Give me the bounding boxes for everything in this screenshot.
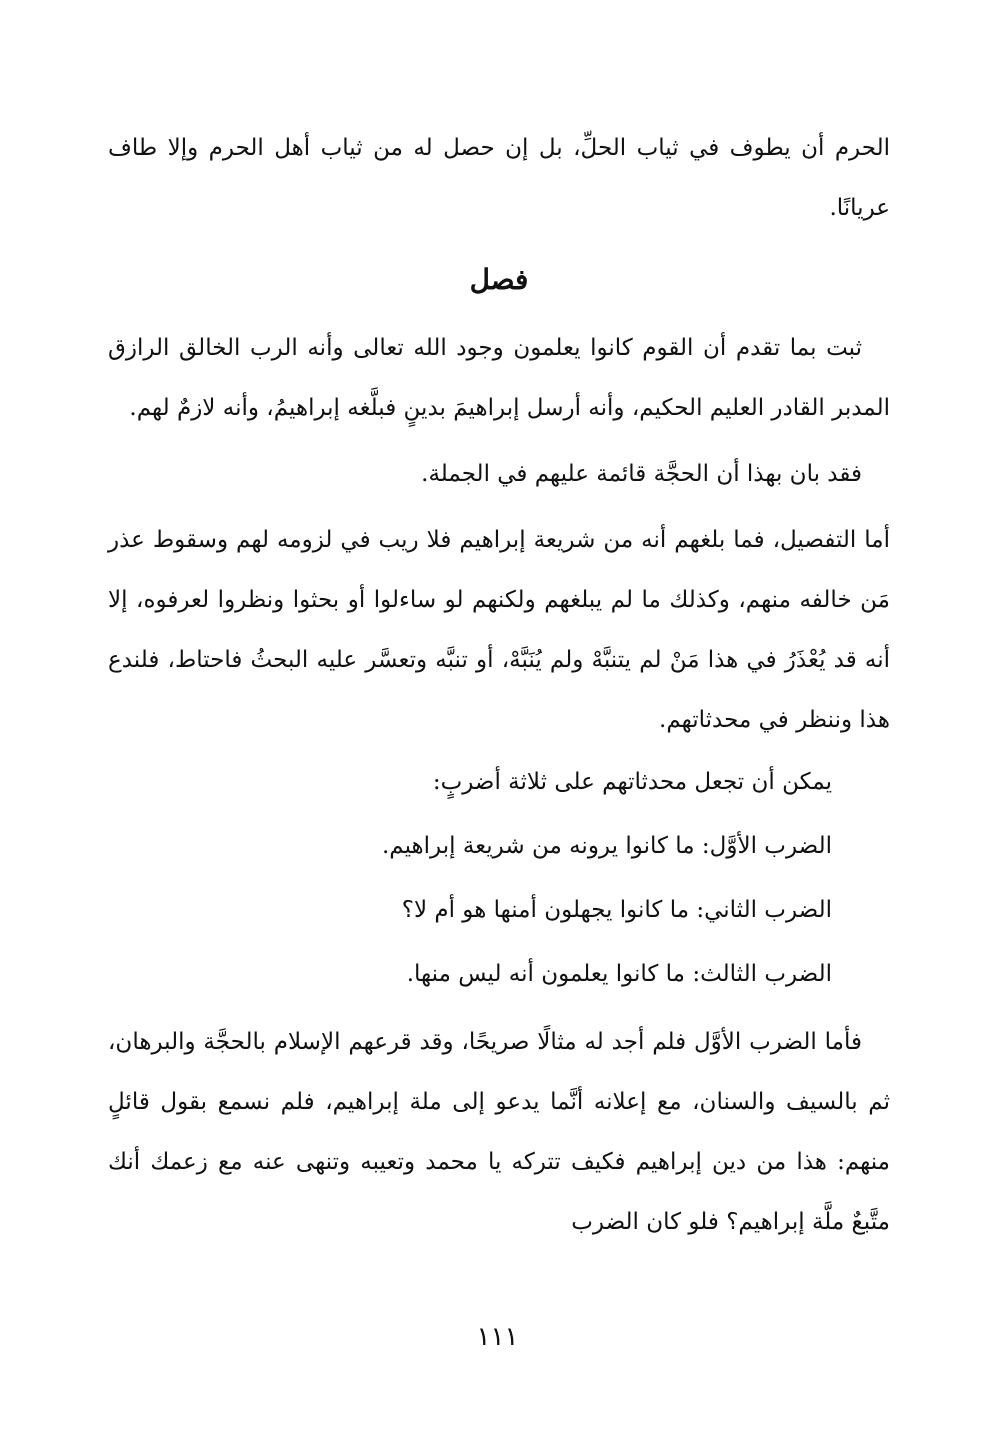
types-intro: يمكن أن تجعل محدثاتهم على ثلاثة أضربٍ: <box>432 769 832 795</box>
section-heading: فصل <box>469 263 529 296</box>
type-item-2: الضرب الثاني: ما كانوا يجهلون أمنها هو أم لا؟ <box>401 897 832 923</box>
continuation-paragraph: الحرم أن يطوف في ثياب الحلِّ، بل إن حصل له من ثياب أهل الحرم وإلا طاف عريانًا. <box>108 135 890 221</box>
paragraph-4: فأما الضرب الأوَّل فلم أجد له مثالًا صريحًا، وقد قرعهم الإسلام بالحجَّة والبرهان، ثم بالسيف والسنان، مع إعلانه أنَّما يدعو إلى ملة إبراهيم، فلم نسمع بقول قائلٍ منهم: هذا من دين إبراهيم فكيف تتركه يا محمد وتعيبه وتنهى عنه مع زعمك أنك متَّبعٌ ملَّة إبراهيم؟ فلو كان الضرب <box>108 1029 890 1235</box>
type-item-1: الضرب الأوَّل: ما كانوا يرونه من شريعة إبراهيم. <box>381 833 832 859</box>
paragraph-2: فقد بان بهذا أن الحجَّة قائمة عليهم في الجملة. <box>421 461 862 487</box>
paragraph-3: أما التفصيل، فما بلغهم أنه من شريعة إبراهيم فلا ريب في لزومه لهم وسقوط عذر مَن خالفه منهم، وكذلك ما لم يبلغهم ولكنهم لو ساءلوا أو بحثوا ونظروا لعرفوه، إلا أنه قد يُعْذَرُ في هذا مَنْ لم يتنبَّهْ ولم يُنَبَّهْ، أو تنبَّه وتعسَّر عليه البحثُ فاحتاط، فلندع هذا وننظر في محدثاتهم. <box>108 527 890 733</box>
page-body <box>108 118 890 1252</box>
paragraph-1: ثبت بما تقدم أن القوم كانوا يعلمون وجود الله تعالى وأنه الرب الخالق الرازق المدبر القادر العليم الحكيم، وأنه أرسل إبراهيمَ بدينٍ فبلَّغه إبراهيمُ، وأنه لازمٌ لهم. <box>108 335 890 421</box>
page-number: ١١١ <box>476 1322 519 1352</box>
type-item-3: الضرب الثالث: ما كانوا يعلمون أنه ليس منها. <box>406 961 832 987</box>
